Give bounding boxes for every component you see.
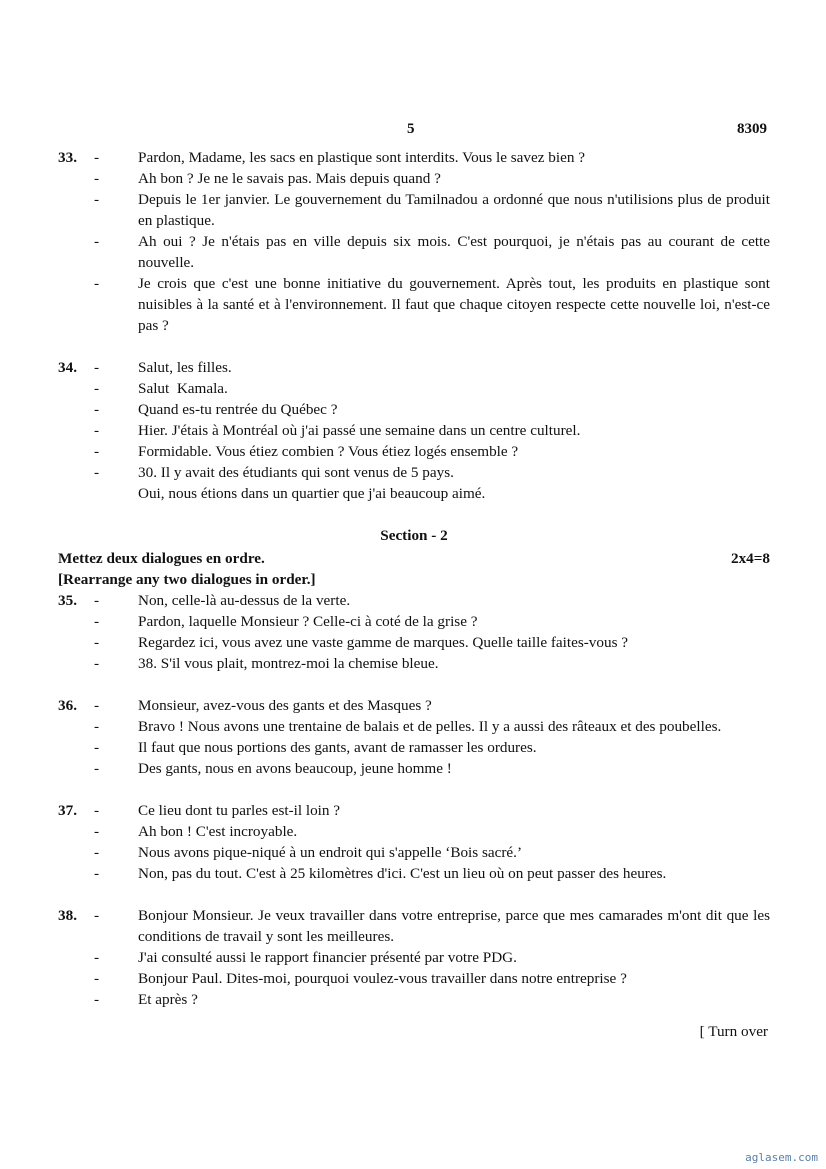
section-marks: 2x4=8 bbox=[730, 550, 770, 567]
instruction-english: [Rearrange any two dialogues in order.] bbox=[58, 571, 316, 588]
dialogue-line: 33. - Pardon, Madame, les sacs en plastique sont interdits. Vous le savez bien ? bbox=[58, 149, 585, 166]
dialogue-line: 36. - Monsieur, avez-vous des gants et des Masques ? bbox=[58, 697, 432, 714]
turn-over-note: [ Turn over bbox=[699, 1023, 768, 1040]
dialogue-line: 38. - Bonjour Monsieur. Je veux travailler dans votre entreprise, parce que mes camarades m'ont dit que les conditions de travail y sont les meilleures. bbox=[58, 907, 770, 945]
question-number: 38. bbox=[58, 907, 77, 924]
watermark: aglasem.com bbox=[745, 1151, 818, 1164]
question-36 bbox=[58, 695, 770, 779]
question-number: 34. bbox=[58, 359, 77, 376]
instruction-french: Mettez deux dialogues en ordre. bbox=[58, 550, 265, 567]
dialogue-line: - Quand es-tu rentrée du Québec ? bbox=[94, 401, 338, 418]
dialogue-line: 35. - Non, celle-là au-dessus de la verte. bbox=[58, 592, 351, 609]
dialogue-line: - Bonjour Paul. Dites-moi, pourquoi voulez-vous travailler dans notre entreprise ? bbox=[94, 970, 627, 987]
dialogue-line: - Bravo ! Nous avons une trentaine de balais et de pelles. Il y a aussi des râteaux et des poubelles. bbox=[94, 718, 722, 735]
dialogue-line: - Pardon, laquelle Monsieur ? Celle-ci à coté de la grise ? bbox=[94, 613, 478, 630]
question-37 bbox=[58, 800, 770, 884]
section-title: Section - 2 bbox=[380, 527, 448, 544]
dialogue-line: - Ah bon ? Je ne le savais pas. Mais depuis quand ? bbox=[94, 170, 441, 187]
dialogue-line: - Ah bon ! C'est incroyable. bbox=[94, 823, 298, 840]
dialogue-line: - Il faut que nous portions des gants, avant de ramasser les ordures. bbox=[94, 739, 537, 756]
question-number: 37. bbox=[58, 802, 77, 819]
dialogue-line: - Nous avons pique-niqué à un endroit qui s'appelle ‘Bois sacré.’ bbox=[94, 844, 523, 861]
dialogue-line: - 30. Il y avait des étudiants qui sont venus de 5 pays. bbox=[94, 464, 454, 481]
dialogue-line: - Hier. J'étais à Montréal où j'ai passé une semaine dans un centre culturel. bbox=[94, 422, 581, 439]
dialogue-line: - 38. S'il vous plait, montrez-moi la chemise bleue. bbox=[94, 655, 439, 672]
dialogue-line: - Regardez ici, vous avez une vaste gamme de marques. Quelle taille faites-vous ? bbox=[94, 634, 629, 651]
dialogue-line: - J'ai consulté aussi le rapport financier présenté par votre PDG. bbox=[94, 949, 517, 966]
page-header bbox=[0, 121, 826, 141]
dialogue-line: - Depuis le 1er janvier. Le gouvernement du Tamilnadou a ordonné que nous n'utilisions plus de produit en plastique. bbox=[94, 191, 770, 229]
dialogue-line: 37. - Ce lieu dont tu parles est-il loin ? bbox=[58, 802, 341, 819]
dialogue-line: - Non, pas du tout. C'est à 25 kilomètres d'ici. C'est un lieu où on peut passer des heures. bbox=[94, 865, 667, 882]
section-instruction bbox=[58, 548, 770, 569]
dialogue-continuation: Oui, nous étions dans un quartier que j'ai beaucoup aimé. bbox=[138, 485, 486, 502]
question-35 bbox=[58, 590, 770, 674]
question-number: 36. bbox=[58, 697, 77, 714]
dialogue-line: - Salut Kamala. bbox=[94, 380, 228, 397]
page-number: 5 bbox=[407, 121, 415, 137]
dialogue-line: - Je crois que c'est une bonne initiative du gouvernement. Après tout, les produits en plastique sont nuisibles à la santé et à l'environnement. Il faut que chaque citoyen respecte cette nouvelle loi, n'est-ce pas ? bbox=[94, 275, 770, 334]
page-content bbox=[58, 147, 770, 1031]
dialogue-line: - Des gants, nous en avons beaucoup, jeune homme ! bbox=[94, 760, 452, 777]
question-number: 35. bbox=[58, 592, 77, 609]
dialogue-line: 34. - Salut, les filles. bbox=[58, 359, 232, 376]
question-38 bbox=[58, 905, 770, 1010]
question-33 bbox=[58, 147, 770, 336]
question-34 bbox=[58, 357, 770, 504]
question-number: 33. bbox=[58, 149, 77, 166]
paper-code: 8309 bbox=[737, 121, 767, 137]
dialogue-line: - Ah oui ? Je n'étais pas en ville depuis six mois. C'est pourquoi, je n'étais pas au courant de cette nouvelle. bbox=[94, 233, 770, 271]
dialogue-line: - Et après ? bbox=[94, 991, 198, 1008]
dialogue-line: - Formidable. Vous étiez combien ? Vous étiez logés ensemble ? bbox=[94, 443, 519, 460]
